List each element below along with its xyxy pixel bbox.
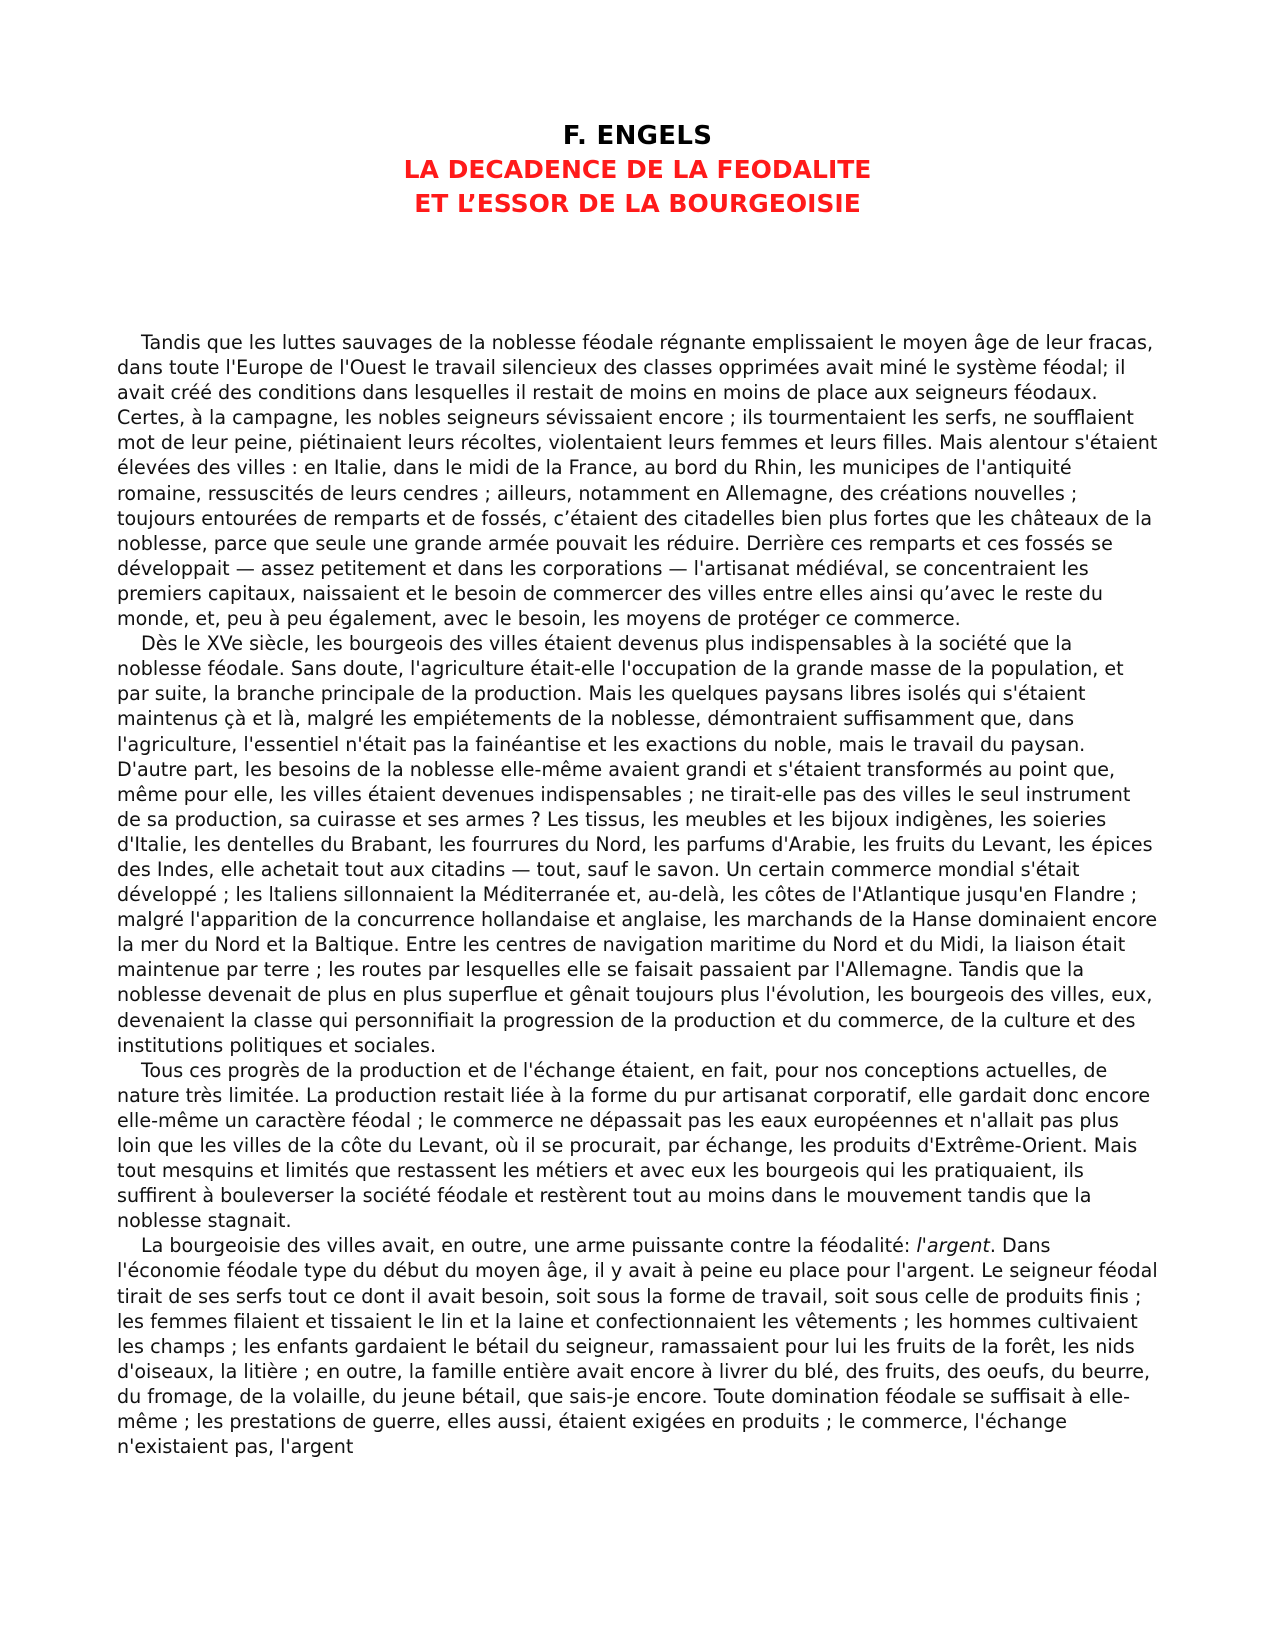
paragraph-4-rest: . Dans l'économie féodale type du début du moyen âge, il y avait à peine eu place pour l'argent. Le seigneur féodal tirait de ses serfs tout ce dont il avait besoin, soit sous la forme de travail, soit sous celle de produits finis ; les femmes filaient et tissaient le lin et la laine et confectionnaient les vêtements ; les hommes cultivaient les champs ; les enfants gardaient le bétail du seigneur, ramassaient pour lui les fruits de la forêt, les nids d'oiseaux, la litière ; en outre, la famille entière avait encore à livrer du blé, des fruits, des oeufs, du beurre, du fromage, de la volaille, du jeune bétail, que sais-je encore. Toute domination féodale se suffisait à elle-même ; les prestations de guerre, elles aussi, étaient exigées en produits ; le commerce, l'échange n'existaient pas, l'argent [117,1234,1158,1459]
paragraph-3: Tous ces progrès de la production et de l'échange étaient, en fait, pour nos conceptions actuelles, de nature très limitée. La production restait liée à la forme du pur artisanat corporatif, elle gardait donc encore elle-même un caractère féodal ; le commerce ne dépassait pas les eaux européennes et n'allait pas plus loin que les villes de la côte du Levant, où il se procurait, par échange, les produits d'Extrême-Orient. Mais tout mesquins et limités que restassent les métiers et avec eux les bourgeois qui les pratiquaient, ils suffirent à bouleverser la société féodale et restèrent tout au moins dans le mouvement tandis que la noblesse stagnait. [117,1058,1151,1233]
paragraph-4-start: La bourgeoisie des villes avait, en outre, une arme puissante contre la féodalité: [141,1234,917,1258]
emphasis-argent: l'argent [916,1234,990,1258]
title-line-1: LA DECADENCE DE LA FEODALITE [403,155,872,184]
body-text [117,330,1159,1459]
title-line-2: ET L’ESSOR DE LA BOURGEOISIE [414,189,861,218]
document-header [0,119,1275,221]
paragraph-2: Dès le XVe siècle, les bourgeois des villes étaient devenus plus indispensables à la société que la noblesse féodale. Sans doute, l'agriculture était-elle l'occupation de la grande masse de la population, et par suite, la branche principale de la production. Mais les quelques paysans libres isolés qui s'étaient maintenus çà et là, malgré les empiétements de la noblesse, démontraient suffisamment que, dans l'agriculture, l'essentiel n'était pas la fainéantise et les exactions du noble, mais le travail du paysan. D'autre part, les besoins de la noblesse elle-même avaient grandi et s'étaient transformés au point que, même pour elle, les villes étaient devenues indispensables ; ne tirait-elle pas des villes le seul instrument de sa production, sa cuirasse et ses armes ? Les tissus, les meubles et les bijoux indigènes, les soieries d'Italie, les dentelles du Brabant, les fourrures du Nord, les parfums d'Arabie, les fruits du Levant, les épices des Indes, elle achetait tout aux citadins — tout, sauf le savon. Un certain commerce mondial s'était développé ; les ltaliens sillonnaient la Méditerranée et, au-delà, les côtes de l'Atlantique jusqu'en Flandre ; malgré l'apparition de la concurrence hollandaise et anglaise, les marchands de la Hanse dominaient encore la mer du Nord et la Baltique. Entre les centres de navigation maritime du Nord et du Midi, la liaison était maintenue par terre ; les routes par lesquelles elle se faisait passaient par l'Allemagne. Tandis que la noblesse devenait de plus en plus superflue et gênait toujours plus l'évolution, les bourgeois des villes, eux, devenaient la classe qui personnifiait la progression de la production et du commerce, de la culture et des institutions politiques et sociales. [117,632,1158,1057]
paragraph-1: Tandis que les luttes sauvages de la noblesse féodale régnante emplissaient le moyen âge de leur fracas, dans toute l'Europe de l'Ouest le travail silencieux des classes opprimées avait miné le système féodal; il avait créé des conditions dans lesquelles il restait de moins en moins de place aux seigneurs féodaux. Certes, à la campagne, les nobles seigneurs sévissaient encore ; ils tourmentaient les serfs, ne soufflaient mot de leur peine, piétinaient leurs récoltes, violentaient leurs femmes et leurs filles. Mais alentour s'étaient élevées des villes : en Italie, dans le midi de la France, au bord du Rhin, les municipes de l'antiquité romaine, ressuscités de leurs cendres ; ailleurs, notamment en Allemagne, des créations nouvelles ; toujours entourées de remparts et de fossés, c’étaient des citadelles bien plus fortes que les châteaux de la noblesse, parce que seule une grande armée pouvait les réduire. Derrière ces remparts et ces fossés se développait — assez petitement et dans les corporations — l'artisanat médiéval, se concentraient les premiers capitaux, naissaient et le besoin de commercer des villes entre elles ainsi qu’avec le reste du monde, et, peu à peu également, avec le besoin, les moyens de protéger ce commerce. [117,331,1158,631]
paragraph-4 [117,1233,1159,1459]
author-name: F. ENGELS [562,121,713,151]
